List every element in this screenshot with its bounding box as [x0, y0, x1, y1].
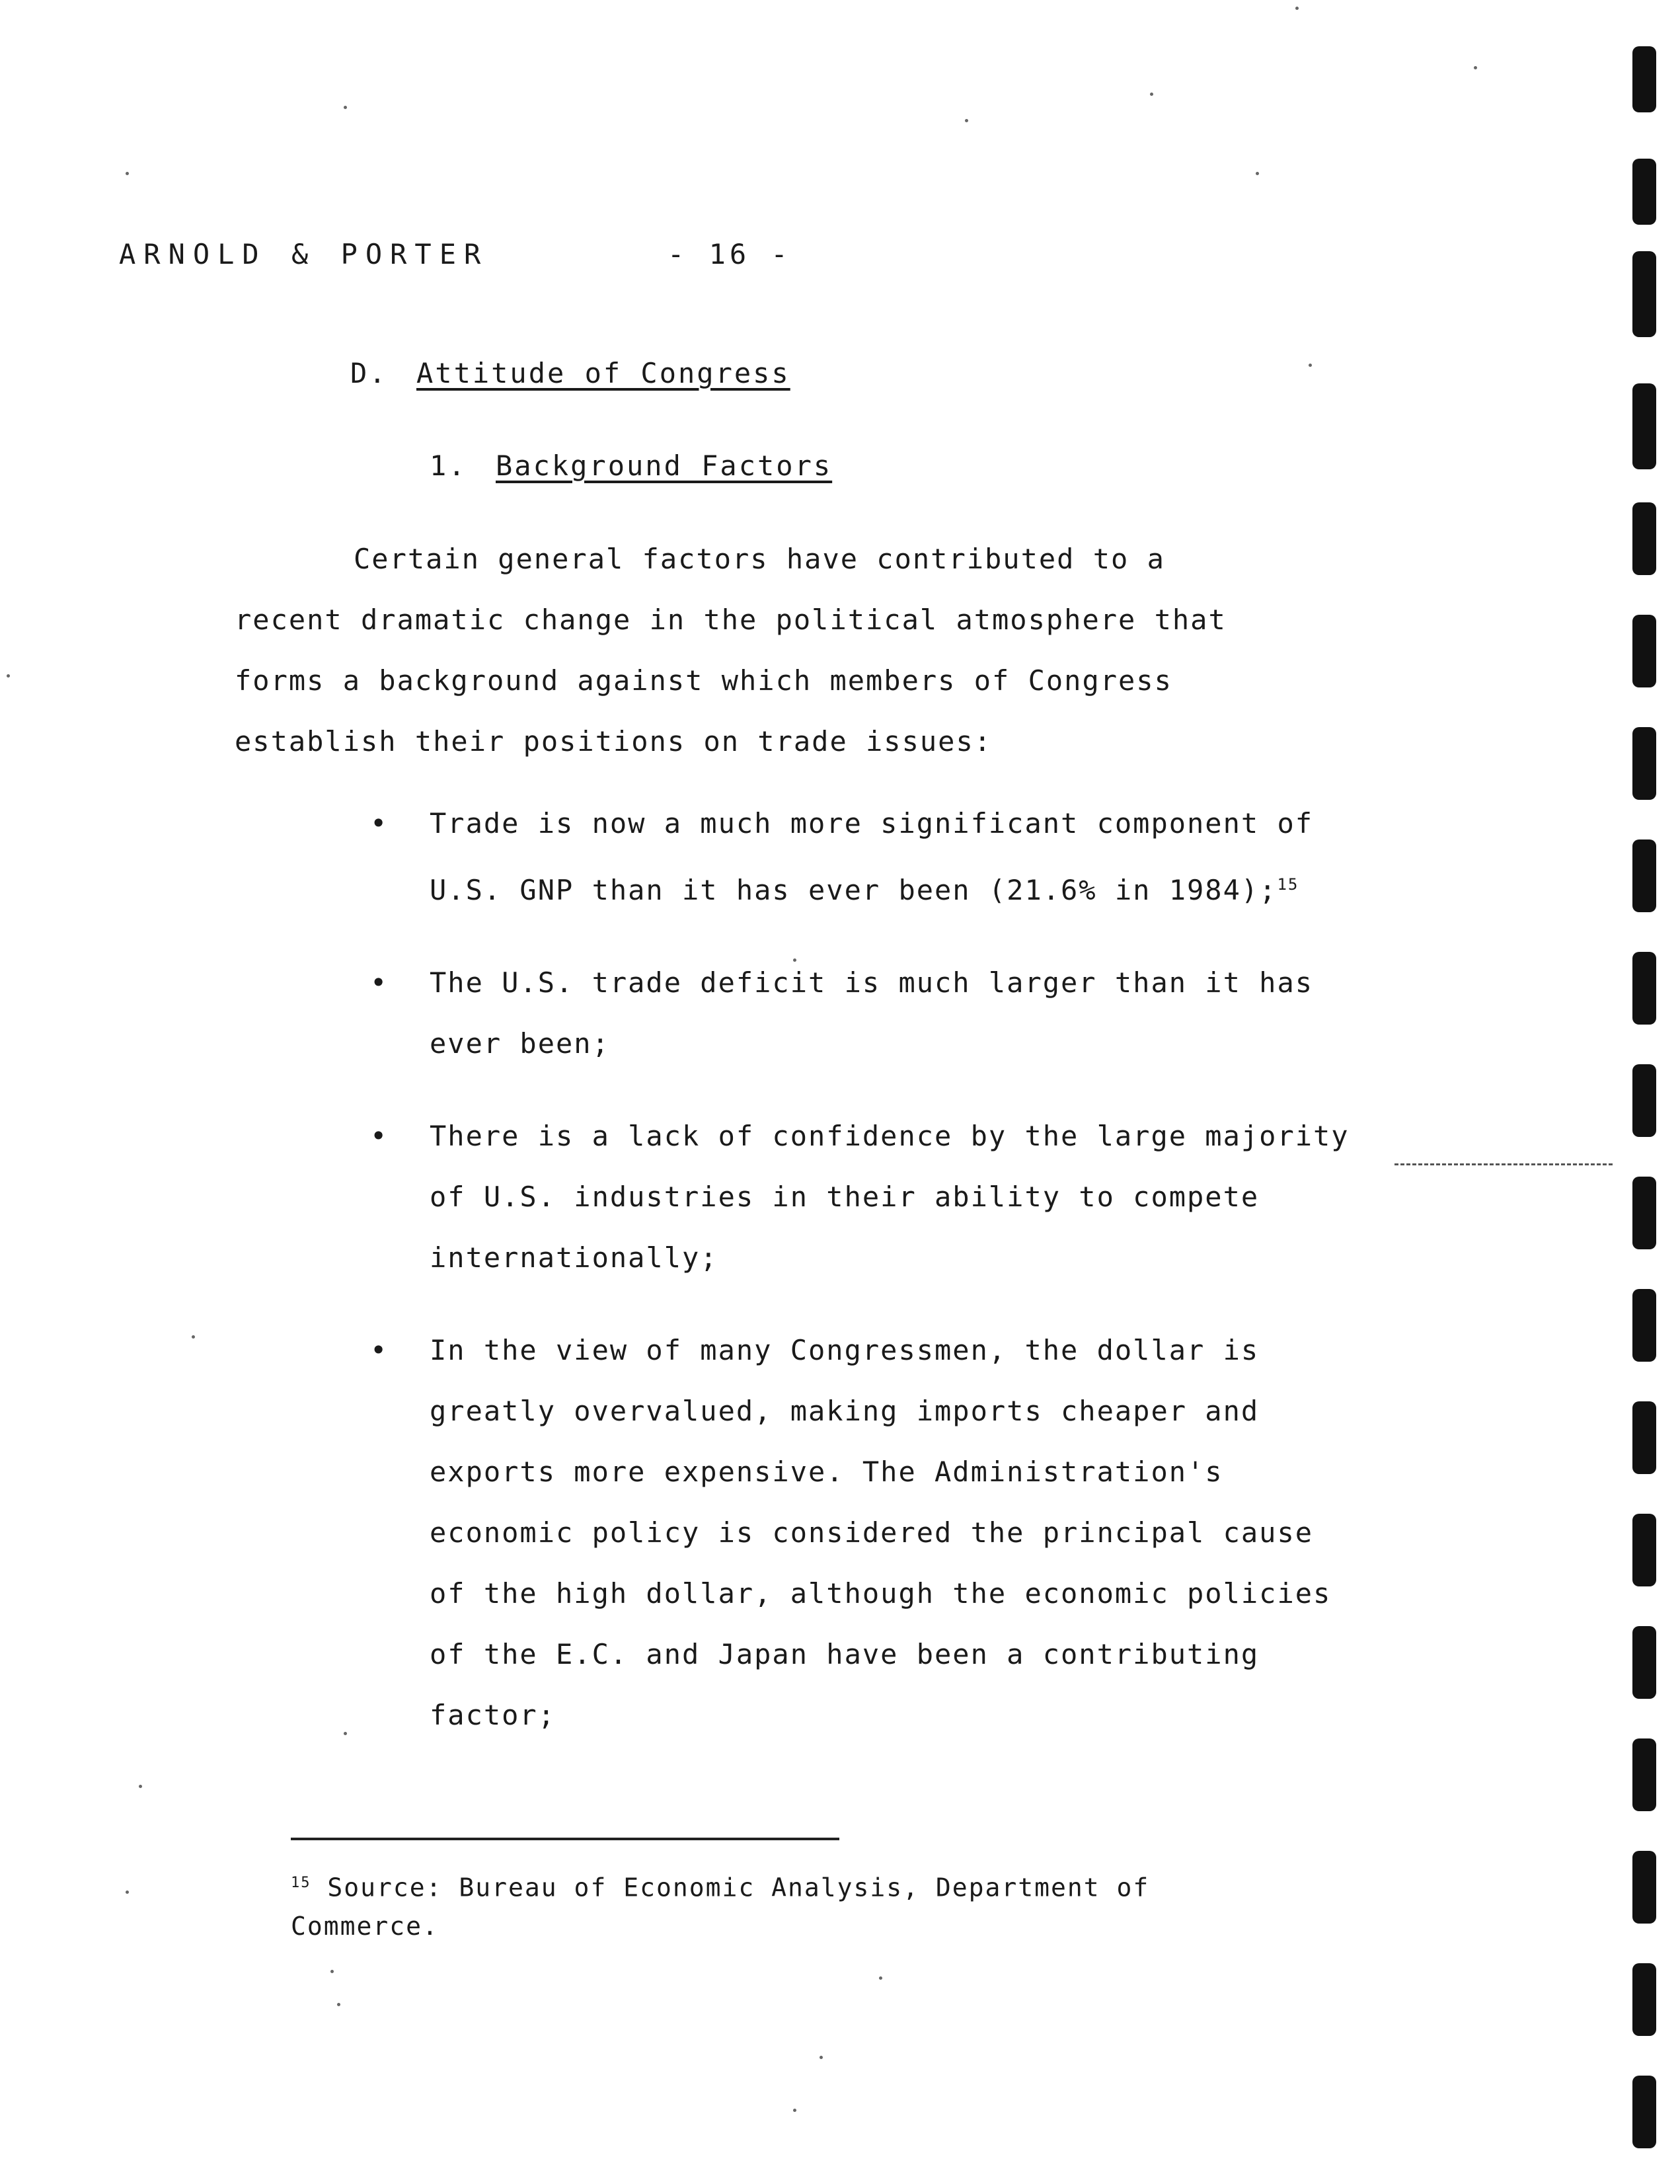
section-number: D.	[350, 357, 388, 389]
binding-mark	[1632, 1401, 1656, 1474]
scan-speck	[1474, 66, 1477, 69]
footnote-reference: 15	[1277, 875, 1299, 894]
binding-mark	[1632, 952, 1656, 1025]
bullet-text: Trade is now a much more significant component of U.S. GNP than it has ever been (21.6% in 1984);	[430, 807, 1314, 906]
scan-edge-line	[1394, 1163, 1613, 1165]
subsection-heading	[430, 449, 832, 482]
binding-mark	[1632, 383, 1656, 469]
scan-speck	[126, 1891, 129, 1894]
binding-mark	[1632, 1514, 1656, 1586]
scan-speck	[192, 1335, 195, 1339]
binding-mark	[1632, 1738, 1656, 1811]
scan-speck	[820, 2056, 823, 2059]
bullet-text: There is a lack of confidence by the large majority of U.S. industries in their ability to compete internationally;	[430, 1120, 1350, 1274]
binding-mark	[1632, 1289, 1656, 1362]
subsection-title: Background Factors	[496, 449, 833, 482]
bullet-item	[370, 1106, 1361, 1288]
firm-header: ARNOLD & PORTER	[119, 238, 489, 270]
binding-mark	[1632, 46, 1656, 112]
scan-speck	[1295, 7, 1299, 10]
binding-mark	[1632, 1177, 1656, 1249]
binding-mark	[1632, 727, 1656, 800]
subsection-number: 1.	[430, 449, 467, 482]
footnote-number: 15	[291, 1875, 311, 1891]
binding-mark	[1632, 615, 1656, 687]
section-heading	[350, 357, 790, 389]
binding-mark	[1632, 159, 1656, 225]
scan-speck	[1309, 364, 1312, 367]
scan-speck	[139, 1785, 142, 1788]
bullet-text: In the view of many Congressmen, the dollar is greatly overvalued, making imports cheaper and exports more expensive. The Administration's economic policy is considered the principal cause of the high dollar, although the economic policies of the E.C. and Japan have been a contributing factor;	[430, 1334, 1332, 1731]
scan-speck	[126, 172, 129, 175]
bullet-item	[370, 1320, 1361, 1746]
page-number: - 16 -	[668, 238, 792, 270]
binding-mark	[1632, 1963, 1656, 2036]
bullet-item	[370, 793, 1361, 921]
scan-speck	[330, 1970, 334, 1973]
footnote	[291, 1864, 1282, 1945]
section-title: Attitude of Congress	[416, 357, 790, 389]
scan-speck	[344, 106, 347, 109]
scan-speck	[337, 2003, 340, 2006]
bullet-marker: •	[370, 966, 389, 999]
footnote-divider	[291, 1838, 839, 1840]
bullet-list	[370, 793, 1361, 1777]
binding-mark	[1632, 839, 1656, 912]
footnote-text: Source: Bureau of Economic Analysis, Department of Commerce.	[291, 1873, 1150, 1941]
binding-mark	[1632, 251, 1656, 337]
bullet-marker: •	[370, 1334, 389, 1366]
binding-mark	[1632, 1064, 1656, 1137]
bullet-marker: •	[370, 1120, 389, 1152]
bullet-marker: •	[370, 807, 389, 839]
scan-speck	[793, 2109, 796, 2112]
bullet-item	[370, 953, 1361, 1074]
bullet-text: The U.S. trade deficit is much larger than it has ever been;	[430, 966, 1314, 1060]
intro-text: Certain general factors have contributed to a recent dramatic change in the political atmosphere that forms a background against which members of Congress establish their positions on trade issues:	[235, 543, 1227, 758]
scan-speck	[793, 958, 796, 962]
binding-mark	[1632, 1851, 1656, 1924]
scan-speck	[879, 1976, 882, 1980]
binding-mark	[1632, 2076, 1656, 2148]
binding-marks	[1626, 40, 1665, 2155]
scan-speck	[965, 119, 968, 122]
scan-speck	[1150, 93, 1153, 96]
binding-mark	[1632, 1626, 1656, 1699]
scan-speck	[344, 1732, 347, 1735]
binding-mark	[1632, 502, 1656, 575]
intro-paragraph	[235, 529, 1279, 772]
scan-speck	[7, 674, 10, 678]
scan-speck	[1256, 172, 1259, 175]
